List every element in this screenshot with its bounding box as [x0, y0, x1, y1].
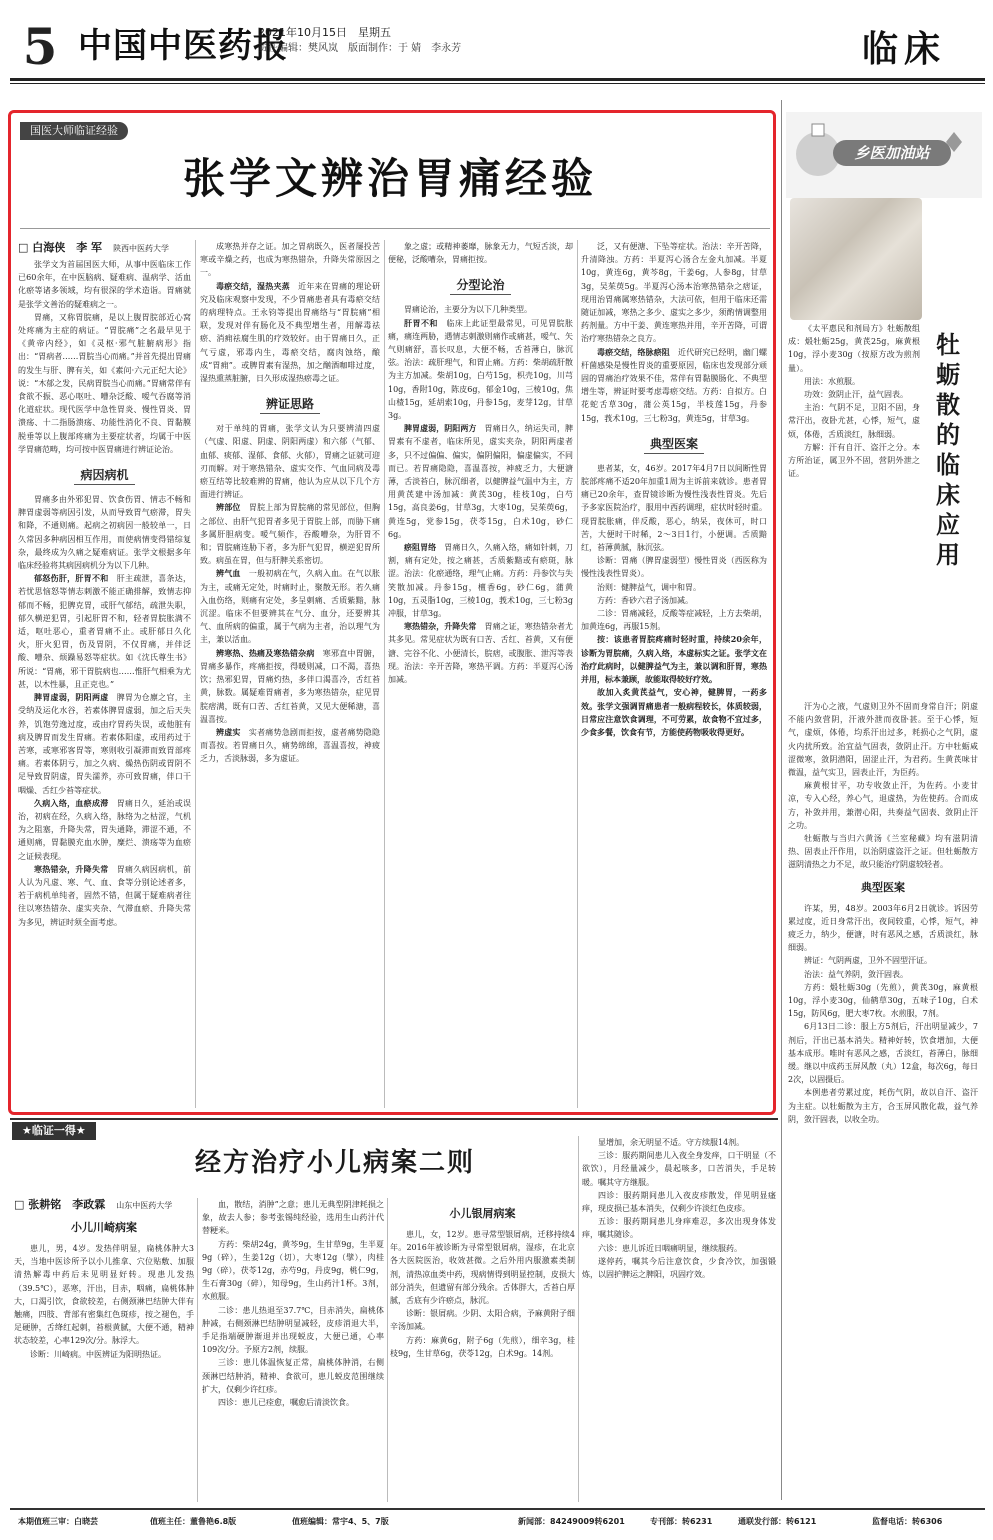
paragraph: 治法：益气养阴，敛汗固表。: [804, 969, 908, 979]
subheading-types: 分型论治: [388, 276, 573, 295]
section-title: 临床: [862, 28, 947, 70]
paragraph: 毒瘀交结，络脉瘀阻 近代研究已经明，幽门螺杆菌感染是慢性胃炎的重要原因，临床也发现部分顽固的胃痛治疗效果不佳，常伴有胃黏膜肠化、不典型增生等，辨证时要考虑毒瘀交结。方药：自拟方。白花蛇舌草30g，蒲公英15g，半枝莲15g，丹参15g，莪术10g，三七粉3g，黄连5g，甘草3g。: [581, 346, 767, 423]
paragraph: 方解：汗有自汗、盗汗之分。本方所治证，属卫外不固，营阴外泄之证。: [788, 442, 920, 479]
paragraph: 三诊：服药期间患儿入夜全身发痒，口干明显（不欲饮），月经量减少，晨起咳多，口苦消失，手足转暖。嘱其守方继服。: [582, 1151, 776, 1187]
sidebar-divider: [781, 100, 782, 1500]
bottom-article-title: 经方治疗小儿病案二则: [194, 1148, 475, 1178]
article-column-3: [388, 240, 573, 1108]
newspaper-logo: 中国中医药报: [78, 26, 288, 66]
bottom-column-2: [202, 1198, 384, 1502]
article-column-1: [18, 258, 191, 1108]
bottom-article-author: □ 张耕铭 李政霖 山东中医药大学: [14, 1198, 173, 1211]
paragraph: 方药：麻黄6g，附子6g（先煎），细辛3g，桂枝9g，生甘草6g，茯苓12g，白术9g。14剂。: [390, 1335, 575, 1358]
paragraph: 寒热错杂，升降失常 胃痛之证，寒热错杂者尤其多见。常见症状为既有口苦、舌红、苔黄，又有便溏、完谷不化、小便清长，脘痞，或腹胀、泄泻等表现。治法：辛开苦降，寒热平调。方药：半夏泻心汤加减。: [388, 621, 573, 685]
author-affiliation: 陕西中医药大学: [113, 244, 170, 253]
column-divider: [195, 240, 196, 1108]
issue-date: 2021年10月15日 星期五: [258, 26, 391, 39]
oyster-shell-photo: [790, 198, 922, 320]
column-divider: [197, 1198, 198, 1502]
paragraph: 四诊：服药期间患儿入夜皮疹散发，伴见明显瘙痒，现皮损已基本消失，仅剩少许淡红色皮疹。: [582, 1190, 776, 1214]
footer-hotline: 监督电话：转6306: [872, 1517, 943, 1526]
paragraph: 患儿，女，12岁。患寻常型银屑病，迁移持续4年。2016年被诊断为寻常型银屑病，湿疹，在北京各大医院医治，收效甚微。之后外用内服激素类制剂，清热凉血类中药，现病情得到明显控制，皮损大部分消失，但遗留有部分残余。舌体胖大，舌苔白厚腻，舌底有少许瘀点，脉沉。: [390, 1230, 575, 1306]
paragraph: 诊断：胃痛（脾胃虚弱型）慢性胃炎（西医称为慢性浅表性胃炎）。: [581, 556, 767, 579]
footer-special-dept: 专刊部：转6231: [650, 1517, 713, 1526]
bottom-column-3: [390, 1198, 575, 1502]
paragraph: 二诊：患儿热退至37.7℃，目赤消失，扁桃体肿减，右侧颈淋巴结肿明显减轻，皮疹消退大半，手足指端硬肿渐退并出现蜕皮，大便已通，心率109次/分。予原方2剂，续服。: [202, 1305, 384, 1355]
column-tag: 国医大师临证经验: [20, 122, 128, 140]
article-author: □ 白海侠 李 军 陕西中医药大学: [18, 241, 170, 254]
subheading-kawasaki: 小儿川崎病案: [71, 1221, 137, 1234]
paragraph: 脾胃虚弱，阴阳两方 胃痛日久，纳运失司，脾胃素有不虚者，临床所见，虚实夹杂，阴阳两虚者多，只不过偏偏、偏实，偏阴偏阳，偏虚偏实，不同而已。若胃痛隐隐，喜温喜按，神疲乏力，大便溏薄，舌淡苔白，脉沉细者，以健脾益气温中为主，方用黄芪建中汤加减：黄芪30g，桂枝10g，白芍15g，高良姜6g，甘草3g，大枣10g，吴茱萸6g，黄连5g，党参15g，茯苓15g，白术10g，砂仁6g。: [388, 423, 573, 539]
paragraph: 毒瘀交结，湿热夹蒸 近年来在胃痛的理论研究及临床观察中发现，不少胃痛患者具有毒瘀交结的病理特点。王永钧等提出胃痛络与“胃脘痛”相联，发现对伴有肠化及不典型增生者，用解毒祛瘀、消痈祛腐生肌的疗效较好。由于胃痛日久，正气亏虚，邪毒内生，毒瘀交结，腐肉蚀络，酿成“胃痈”。或脾胃素有湿热，加之酗酒咖啡过度，湿热熏蒸脏腑，日久形成湿热瘀毒之证。: [200, 280, 380, 384]
paragraph: 诊断：银屑病。少阴、太阳合病，予麻黄附子细辛汤加减。: [390, 1309, 575, 1332]
subheading-cause: 病因病机: [18, 466, 191, 485]
paragraph: 血，散结，消肿”之意；患儿无典型阴津耗损之象，故去人参；参考张锡纯经验，选用生山药汁代替粳米。: [202, 1200, 384, 1236]
paragraph: 脾胃虚弱，阴阳两虚 脾胃为仓廪之官，主受纳及运化水谷，若素体脾胃虚弱，加之后天失养，饥饱劳逸过度，或由疗胃药失误，或他脏有病及脾胃而发生胃痛。若素体阳虚，或用药过于苦寒，或寒邪客胃等，寒则收引凝滞而致胃部疼痛。若素体阴亏，加之久病、燥热伤阴或胃阴不足导致胃阴虚，胃失濡养，亦可致胃痛，伴口干咽燥、舌红少苔等症状。: [18, 692, 191, 795]
paragraph: 辨虚实 实者痛势急剧而拒按，虚者痛势隐隐而喜按。若胃痛日久，痛势绵绵，喜温喜按，神疲乏力，舌淡脉弱，多为虚证。: [200, 726, 380, 764]
paragraph: 二诊：胃痛减轻，反酸等症减轻，上方去柴胡，加黄连6g，再服15剂。: [581, 609, 767, 632]
subheading-psoriasis: 小儿银屑病案: [449, 1207, 516, 1220]
paragraph: 方药：香砂六君子汤加减。: [597, 595, 693, 605]
medical-cross-icon: [812, 124, 824, 136]
footer-duty-director: 值班主任：董鲁艳6.8版: [150, 1517, 237, 1526]
paragraph: 辨气血 一般初病在气，久病入血。在气以胀为主，或痛无定处，时痛时止，聚散无形。若久痛入血伤络，则痛有定处，多呈刺痛、舌质紫黯，脉沉涩。临床不但要辨其在气分、血分，还要辨其气、血所病的偏重，属于气病为主者，治以理气为主，兼以活血。: [200, 568, 380, 645]
paragraph: 六诊：患儿诉近日咽痛明显，继续服药。: [598, 1243, 742, 1253]
footer-duty-editor: 值班编辑：常宇4、5、7版: [292, 1517, 389, 1526]
paragraph: 象之虚；或精神萎靡，脉象无力，气短舌淡，却便秘，泛酸嘈杂，胃痛拒按。: [388, 242, 573, 265]
paragraph: 久病入络，血瘀成滞 胃痛日久，延治或误治，初病在经，久病入络，脉络为之枯涩，气机为之阻塞，升降失常，胃失通降，滞涩不通，不通则痛，胃黏膜充血水肿，糜烂、溃疡等为血瘀之证候表现。: [18, 797, 191, 861]
paragraph: 遂停药，嘱其今后注意饮食，少食冷饮，加强锻炼，以固护脾运之脾阳，巩固疗效。: [582, 1256, 776, 1280]
editor-credits: 责任编辑：樊风岚 版面制作：于 婧 李永芳: [258, 43, 462, 54]
subheading-differentiation: 辨证思路: [200, 395, 380, 414]
paragraph: 麻黄根甘平，功专收敛止汗，为佐药。小麦甘凉，专入心经，养心气，退虚热，为佐使药。合而成方，补敛并用，兼潜心阳，共奏益气固表、敛阴止汗之功。: [788, 781, 978, 830]
bottom-column-4: [582, 1136, 776, 1502]
article-column-4: [581, 240, 767, 1108]
paragraph: 胃痛论治，主要分为以下几种类型。: [404, 305, 532, 315]
paragraph: 张学文为首届国医大师，从事中医临床工作已60余年，在中医脑病、疑难病、温病学、活血化瘀等诸多领域，均有很深的学术造诣。胃痛就是张学文善治的疑难病之一。: [18, 260, 191, 309]
sidebar-column-main: [788, 700, 978, 1490]
paragraph: 对于单纯的胃痛，张学文认为只要辨清四虚（气虚、阳虚、阴虚、阴阳两虚）和六郁（气郁、血郁、痰郁、湿郁、食郁、火郁），胃痛之证就可迎刃而解。对于寒热错杂、虚实交作、气血同病及毒瘀互结等比较难辨的胃痛，他认为应从以下几个方面进行辨证。: [200, 424, 380, 500]
paragraph: 主治：气阴不足，卫阳不固，身常汗出，夜卧尤甚，心悸，短气，虚烦，体倦，舌质淡红，脉细弱。: [788, 403, 920, 439]
column-divider: [577, 240, 578, 1108]
footer-distribution: 通联发行部：转6121: [738, 1517, 817, 1526]
paragraph: 辨寒热、热痛及寒热错杂病 寒邪直中胃腑，胃痛多暴作，疼痛拒按，得暖则减，口不渴，喜热饮；热邪犯胃，胃痛灼热，多伴口渴喜冷，舌红苔黄，脉数。属疑难胃痛者，多为寒热错杂，症见胃脘痞满，既有口苦、舌红苔黄，又见大便稀溏，喜温喜按。: [200, 647, 380, 724]
paragraph: 胃痛多由外邪犯胃、饮食伤胃、情志不畅和脾胃虚弱等病因引发，从而导致胃气瘀滞，胃失和降，不通则痛。起病之初病因一般较单一，日久常因多种病因相互作用，而使病情变得错综复杂，最终成为久痛之疑难病证。张学文根据多年临床经验将其病因病机分为以下几种。: [18, 495, 191, 571]
sidebar-subheading-case: 典型医案: [861, 880, 905, 894]
header-rule-thin: [10, 83, 985, 84]
paragraph: 泛，又有便溏、下坠等症状。治法：辛开苦降，升清降浊。方药：半夏泻心汤合左金丸加减。半夏10g，黄连6g，黄芩8g，干姜6g，人参8g，甘草3g，吴茱萸5g。半夏泻心汤本治寒热错杂之痞证，现用治胃痛属寒热错杂，大法可依，但用于临床还需随证加减，寒热之多少、虚实之多少，须酌情调整用药剂量。方中干姜、黄连寒热并用，辛开苦降，可谓治疗寒热错杂之良方。: [581, 242, 767, 344]
header-rule: [10, 78, 985, 81]
paragraph: 辨证：气阴两虚，卫外不固型汗证。: [804, 956, 932, 966]
bottom-author-affiliation: 山东中医药大学: [116, 1201, 173, 1210]
paragraph: 许某，男，48岁。2003年6月2日就诊。诉因劳累过度，近日身常汗出，夜间较重，心悸，短气，神疲乏力，纳少，便溏，时有恶风之感，舌质淡红，脉细弱。: [788, 903, 978, 953]
paragraph: 寒热错杂，升降失常 胃痛久病因病机，前人认为凡虚、寒、气、血、食等分别论述者多，若于病机单纯者，固然不错，但属于疑难病者往往以寒热错杂、虚实夹杂、气滞血瘀、升降失常为多见，辨证时须全面考虑。: [18, 863, 191, 927]
paragraph: 汗为心之液，气虚则卫外不固而身常自汗；阴虚不能内敛营阴，汗液外泄而夜卧甚。至于心悸，短气，虚烦，体倦，均系汗出过多，耗损心之气阴，虚火内扰所致。治宜益气固表，敛阴止汗。方中牡蛎咸涩微寒，敛阴潜阳，固涩止汗，为君药。生黄芪味甘微温，益气实卫，固表止汗，为臣药。: [788, 702, 978, 778]
article-column-2: [200, 240, 380, 1108]
subheading-case: 典型医案: [581, 435, 767, 454]
page-footer: [10, 1508, 985, 1530]
paragraph: 用法：水煎服。: [804, 376, 860, 386]
bottom-section-rule: [10, 1118, 778, 1120]
footer-chief-reviewer: 本期值班三审：白晓芸: [18, 1517, 98, 1526]
paragraph: 《太平惠民和剂局方》牡蛎散组成：煅牡蛎25g，黄芪25g，麻黄根10g，浮小麦30g（按原方改为煎剂量）。: [788, 324, 920, 373]
paragraph: 成寒热并存之证。加之胃病既久，医者屡投苦寒或辛燥之药，也成为寒热错杂，升降失常原因之一。: [200, 242, 380, 278]
paragraph: 患儿，男，4岁。发热伴明显，扁桃体肿大3天，当地中医诊所予以小儿推拿、穴位贴敷、加服清热解毒中药后未见明显好转。现患儿发热（39.5℃），恶寒，汗出，目赤，咽痛，扁桃体肿大，口渴引饮，食欲较差，右侧颈淋巴结肿大伴有触痛，四肢、背部有密集红色斑疹，按之褪色，手足硬肿，舌绛红起刺，苔根黄腻，大便不通，精神状态较差，心率129次/分。脉浮大。: [14, 1244, 194, 1346]
paragraph: 方药：煅牡蛎30g（先煎），黄芪30g，麻黄根10g，浮小麦30g，仙鹤草30g，五味子10g，白术15g，防风6g，肥大枣7枚。水煎服，7剂。: [788, 982, 978, 1019]
paragraph: 肝胃不和 临床上此证型最常见，可见胃脘胀痛，痛连两胁，遇情志刺激则痛作或痛甚，嗳气、矢气则痛舒，喜长叹息，大便不畅，舌苔薄白，脉沉弦。治法：疏肝理气，和胃止痛。方药：柴胡疏肝散为主方加减。柴胡10g，白芍15g，枳壳10g，川芎10g，香附10g，陈皮6g，郁金10g，三棱10g，焦山楂15g，延胡索10g，丹参15g，麦芽12g，甘草3g。: [388, 317, 573, 421]
paragraph: 五诊：服药期间患儿身痒难忍，多次出现身体发痒，嘱其随诊。: [582, 1217, 776, 1240]
sidebar-badge: 乡医加油站: [833, 140, 951, 166]
paragraph: 显增加，余无明显不适。守方续服14剂。: [598, 1138, 745, 1147]
paragraph: 患者某，女，46岁。2017年4月7日以间断性胃脘部疼痛不适20年加重1周为主诉前来就诊。患者胃痛已20余年，查胃镜诊断为慢性浅表性胃炎。先后予多家医院治疗，服用中西药调理，症状时轻时重。现胃脘胀痛，伴反酸，恶心，纳呆，夜休可，时口苦，大便时干时稀，2～3日1行，小便调。舌质黯红，苔薄黄腻，脉沉弦。: [581, 463, 767, 553]
column-divider: [387, 1198, 388, 1502]
paragraph: 四诊：患儿已痊愈，嘱愈后清淡饮食。: [218, 1398, 354, 1408]
paragraph: 辨部位 胃脘上部为胃脘痛的常见部位，但胸之部位、由肝气犯胃者多见于胃脘上部，而胁下痛多属肝胆病变。嗳气频作，吞酸嘈杂，为肝胃不和；胃脘痛连胁下者，多为肝气犯胃，横逆犯胃所致。病虽在胃，但与肝脾关系密切。: [200, 502, 380, 566]
paragraph: 方药：柴胡24g，黄芩9g，生甘草9g，生半夏9g（碎），生姜12g（切），大枣12g（擘），肉桂9g（碎），茯苓12g，赤芍9g，丹皮9g，桃仁9g，生石膏30g（碎），知母9g，生山药汁1杯。3剂，水煎服。: [202, 1239, 384, 1302]
paragraph: 治则：健脾益气，调中和胃。: [597, 582, 701, 592]
sidebar-column-top: [788, 322, 920, 702]
paragraph: 三诊：患儿体温恢复正常，扁桃体肿消，右侧颈淋巴结肿消，精神、食欲可，患儿蜕皮范围继续扩大，仅剩少许红疹。: [202, 1358, 384, 1394]
paragraph: 胃痛，又称胃脘痛，是以上腹胃脘部近心窝处疼痛为主症的病证。“胃脘痛”之名最早见于《黄帝内经》，如《灵枢·邪气脏腑病形》指出：“胃病者……胃脘当心而痛。”并首先提出胃痛的发生与肝、脾有关，如《素问·六元正纪大论》说：“木郁之发，民病胃脘当心而痛。”胃痛常伴有食欲不振、恶心呕吐、嘈杂泛酸、嗳气吞腐等消化道症状。现代医学中急性胃炎、慢性胃炎、胃溃疡、十二指肠溃疡、功能性消化不良、胃黏膜脱垂等以上腹部疼痛为主要症状者，均属于中医学胃痛范畴，均可按中医胃痛进行辨证论治。: [18, 312, 191, 454]
page-number: 5: [22, 17, 58, 76]
bottom-column-tag: ★临证一得★: [12, 1122, 96, 1140]
paragraph: 诊断：川崎病。中医辨证为阳明热证。: [30, 1349, 166, 1359]
paragraph: 6月13日二诊：服上方5剂后，汗出明显减少，7剂后，汗出已基本消失。精神好转，饮食增加，大便基本成形。唯时有恶风之感，舌淡红，苔薄白，脉细缓。继以中成药玉屏风散（丸）12盒，每次6g，每日2次，以固摄后。: [788, 1022, 978, 1085]
column-divider: [384, 240, 385, 1108]
paragraph: 功效：敛阴止汗，益气固表。: [804, 390, 908, 400]
column-divider: [578, 1136, 579, 1502]
paragraph: 故加入炙黄芪益气，安心神，健脾胃，一药多效。张学文强调胃痛患者一般病程较长，体质较弱，日常应注意饮食调理，不可劳累，故食物不宜过多，少食多餐，饮食有节，方能使药物吸收得更好。: [581, 687, 767, 737]
paragraph: 牡蛎散与当归六黄汤《兰室秘藏》均有滋阴清热、固表止汗作用，以治阴虚盗汗之证。但牡蛎散方滋阴清热之力不足，故只能治疗阴虚较轻者。: [788, 834, 978, 870]
sidebar-title: 牡蛎散的临床应用: [936, 330, 960, 569]
paragraph: 郁怒伤肝，肝胃不和 肝主疏泄，喜条达，若忧思恼怒等情志刺激不能正确排解，致情志抑郁而不畅，犯脾克胃，或肝气郁结，疏泄失职，郁久横逆犯胃，引起肝胃不和，轻者胃脘胀满不适，呕吐恶心，重者胃痛不止。或肝郁日久化火，肝火犯胃，伤及胃阴，不仅胃痛，并伴泛酸、嘈杂、烦躁易怒等症状。如《沈氏尊生书》所说：“胃痛，邪干胃脘病也……惟肝气相乘为尤甚，以木性暴，且正克也。”: [18, 573, 191, 689]
article-title: 张学文辨治胃痛经验: [182, 154, 597, 203]
paragraph: 本例患者劳累过度，耗伤气阴，故以自汗、盗汗为主症。以牡蛎散为主方，合玉屏风散化裁，益气养阴，敛汗固表，以收全功。: [788, 1088, 978, 1124]
paragraph: 按：该患者胃脘疼痛时轻时重，持续20余年，诊断为胃脘痛，久病入络，本虚标实之证。张学文在治疗此病时，以健脾益气为主，兼以调和肝胃，寒热并用，标本兼顾，故能取得较好疗效。: [581, 634, 767, 685]
paragraph: 瘀阻胃络 胃痛日久，久痛入络，痛如针刺，刀割，痛有定处，按之痛甚，舌质紫黯或有瘀斑，脉涩。治法：化瘀通络，理气止痛。方药：丹参饮与失笑散加减。丹参15g，檀香6g，砂仁6g，蒲黄10g，五灵脂10g，三棱10g，莪术10g，三七粉3g冲服，甘草3g。: [388, 542, 573, 619]
bottom-column-1: [14, 1212, 194, 1502]
title-divider: [20, 228, 770, 229]
footer-news-dept: 新闻部：84249009转6201: [518, 1517, 625, 1526]
